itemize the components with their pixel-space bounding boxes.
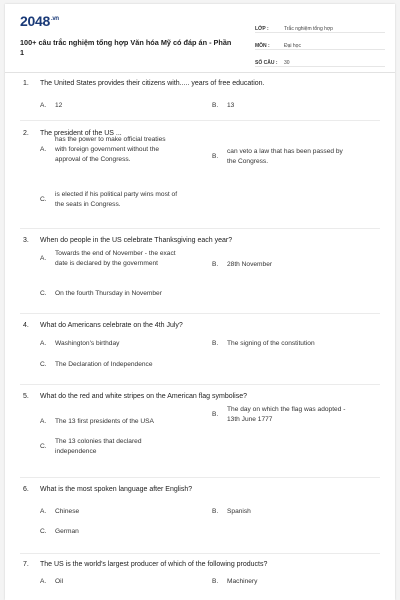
question-number: 3.: [23, 237, 29, 244]
question-number: 1.: [23, 80, 29, 87]
answer-option[interactable]: [40, 360, 215, 370]
question-divider: [20, 120, 380, 121]
option-letter: A.: [40, 255, 47, 262]
option-text: [55, 360, 153, 370]
option-letter: C.: [40, 290, 47, 297]
option-letter: A.: [40, 146, 47, 153]
question-text: [23, 237, 232, 244]
question-divider: [20, 313, 380, 314]
option-line: Oil: [55, 578, 64, 585]
option-letter: A.: [40, 578, 47, 585]
option-letter: A.: [40, 340, 47, 347]
answer-option[interactable]: [40, 507, 215, 517]
answer-option[interactable]: [212, 405, 382, 425]
answer-option[interactable]: [212, 101, 382, 111]
option-letter: B.: [212, 261, 219, 268]
document-meta: [255, 18, 385, 69]
option-text: [55, 577, 63, 587]
option-text: [227, 260, 272, 270]
question-body: What do the red and white stripes on the American flag symbolise?: [40, 393, 247, 400]
question-number: 2.: [23, 130, 29, 137]
option-text: [55, 339, 119, 349]
option-text: [55, 527, 79, 537]
answer-option[interactable]: [40, 135, 215, 165]
option-line: The 13 first presidents of the USA: [55, 418, 154, 425]
option-text: [227, 101, 234, 111]
document-header: [5, 4, 395, 73]
question-number: 4.: [23, 322, 29, 329]
option-line: 13: [227, 102, 235, 109]
question-body: What do Americans celebrate on the 4th July?: [40, 322, 183, 329]
option-letter: C.: [40, 361, 47, 368]
question-body: What is the most spoken language after English?: [40, 486, 193, 493]
answer-option[interactable]: [40, 249, 215, 269]
question-divider: [20, 384, 380, 385]
option-text: [55, 507, 79, 517]
answer-option[interactable]: [212, 507, 382, 517]
option-text: [55, 190, 177, 210]
meta-value: Đại học: [284, 43, 301, 49]
meta-row-subject: [255, 35, 385, 50]
question-body: The president of the US ...: [40, 130, 122, 137]
answer-option[interactable]: [40, 417, 215, 427]
question-divider: [20, 477, 380, 478]
option-letter: A.: [40, 418, 47, 425]
option-letter: B.: [212, 508, 219, 515]
answer-option[interactable]: [212, 260, 382, 270]
option-text: [227, 405, 345, 425]
option-line: The day on which the flag was adopted -: [227, 406, 346, 413]
option-text: [55, 249, 176, 269]
option-letter: C.: [40, 528, 47, 535]
answer-option[interactable]: [212, 339, 382, 349]
logo-text: 2048: [20, 13, 50, 29]
question-text: [23, 80, 265, 87]
answer-option[interactable]: [40, 437, 215, 457]
option-letter: B.: [212, 340, 219, 347]
option-line: Washington's birthday: [55, 340, 120, 347]
question-body: When do people in the US celebrate Thanksgiving each year?: [40, 237, 233, 244]
option-text: [227, 147, 343, 167]
option-line: Chinese: [55, 508, 80, 515]
meta-label: SỐ CÂU :: [255, 60, 278, 66]
meta-row-count: [255, 52, 385, 67]
answer-option[interactable]: [40, 289, 215, 299]
option-text: [227, 577, 257, 587]
question-text: [23, 322, 183, 329]
answer-option[interactable]: [212, 147, 382, 167]
option-text: [55, 135, 166, 165]
option-letter: A.: [40, 102, 47, 109]
question-number: 6.: [23, 486, 29, 493]
question-body: The United States provides their citizens with..... years of free education.: [40, 80, 265, 87]
option-line: independence: [55, 448, 97, 455]
answer-option[interactable]: [40, 101, 215, 111]
logo-suffix: .vn: [50, 16, 59, 23]
option-line: Machinery: [227, 578, 258, 585]
question-divider: [20, 553, 380, 554]
question-text: [23, 393, 247, 400]
option-line: the Congress.: [227, 158, 269, 165]
option-line: is elected if his political party wins most of: [55, 191, 178, 198]
option-line: can veto a law that has been passed by: [227, 148, 343, 155]
option-line: date is declared by the government: [55, 260, 158, 267]
option-line: approval of the Congress.: [55, 156, 131, 163]
option-line: 12: [55, 102, 63, 109]
option-letter: B.: [212, 578, 219, 585]
question-body: The US is the world's largest producer of which of the following products?: [40, 561, 268, 568]
option-line: Spanish: [227, 508, 251, 515]
option-line: The 13 colonies that declared: [55, 438, 142, 445]
option-text: [55, 289, 162, 299]
option-line: The signing of the constitution: [227, 340, 315, 347]
option-letter: B.: [212, 102, 219, 109]
option-line: has the power to make official treaties: [55, 136, 166, 143]
option-letter: B.: [212, 153, 219, 160]
question-divider: [20, 228, 380, 229]
question-number: 7.: [23, 561, 29, 568]
meta-value: Trắc nghiệm tổng hợp: [284, 26, 333, 32]
question-number: 5.: [23, 393, 29, 400]
answer-option[interactable]: [212, 577, 382, 587]
meta-value: 30: [284, 60, 290, 66]
option-letter: C.: [40, 443, 47, 450]
question-text: [23, 486, 192, 493]
option-line: the seats in Congress.: [55, 201, 121, 208]
document-page: [5, 4, 395, 600]
option-text: [55, 437, 142, 457]
option-text: [55, 101, 62, 111]
option-line: 13th June 1777: [227, 416, 273, 423]
option-line: with foreign government without the: [55, 146, 160, 153]
option-text: [227, 339, 315, 349]
meta-label: LỚP :: [255, 26, 269, 32]
option-letter: B.: [212, 411, 219, 418]
option-text: [227, 507, 251, 517]
option-text: [55, 417, 154, 427]
answer-option[interactable]: [40, 339, 215, 349]
site-logo[interactable]: [20, 13, 59, 29]
option-line: On the fourth Thursday in November: [55, 290, 162, 297]
option-line: German: [55, 528, 79, 535]
document-title: 100+ câu trắc nghiệm tổng hợp Văn hóa Mỹ có đáp án - Phần 1: [20, 38, 232, 57]
option-line: 28th November: [227, 261, 273, 268]
option-letter: A.: [40, 508, 47, 515]
option-line: Towards the end of November - the exact: [55, 250, 176, 257]
option-letter: C.: [40, 196, 47, 203]
question-text: [23, 561, 267, 568]
answer-option[interactable]: [40, 527, 215, 537]
answer-option[interactable]: [40, 577, 215, 587]
answer-option[interactable]: [40, 190, 215, 210]
meta-row-class: [255, 18, 385, 33]
option-line: The Declaration of Independence: [55, 361, 153, 368]
meta-label: MÔN :: [255, 43, 270, 49]
